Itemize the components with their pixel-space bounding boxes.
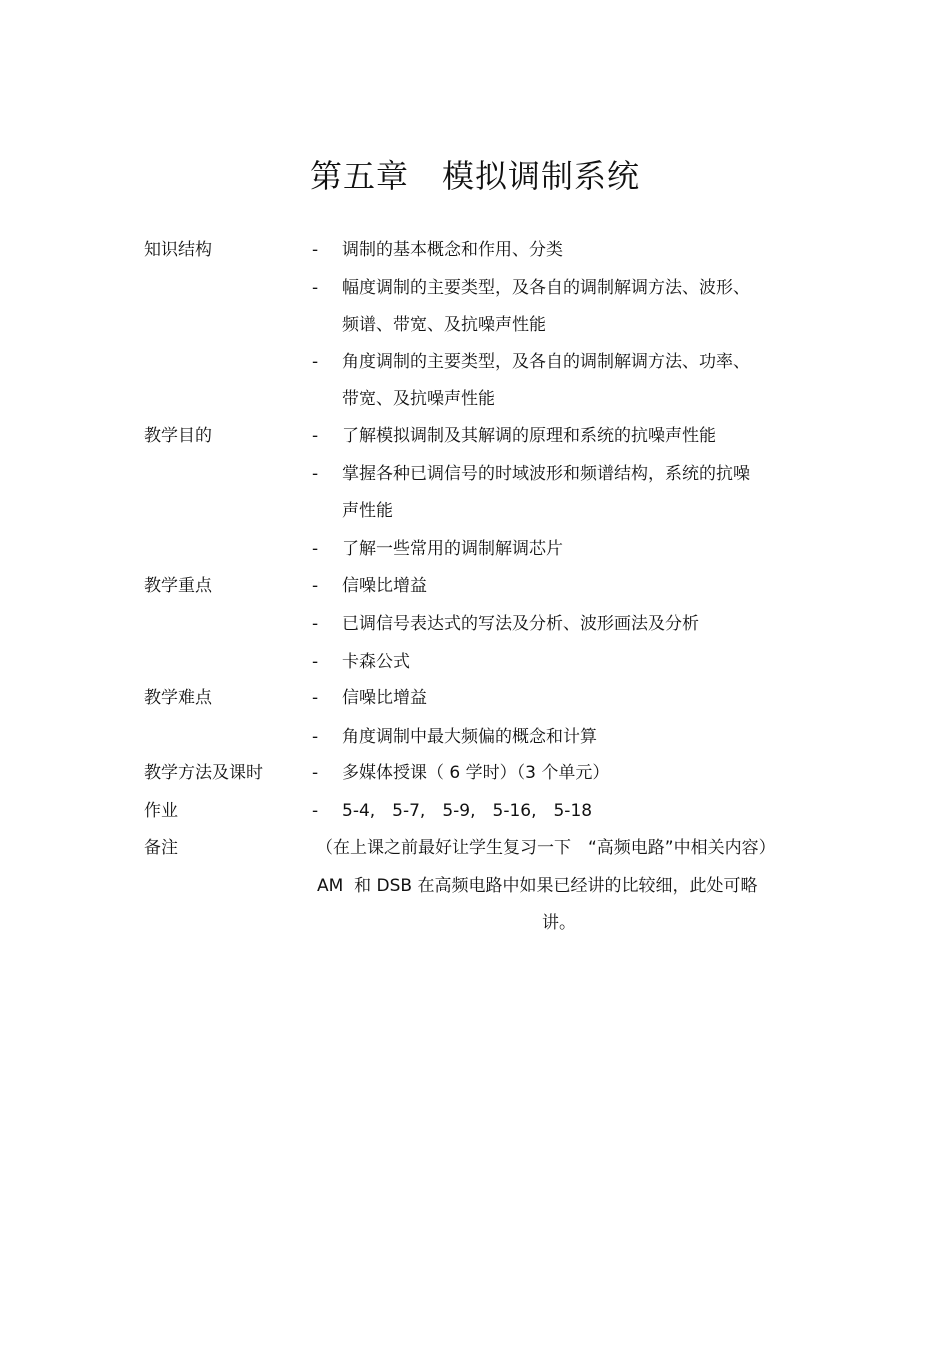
chapter-title: 第五章 模拟调制系统 (309, 157, 640, 195)
section-label-knowledge: 知识结构 (144, 240, 212, 260)
list-item-continuation: 声性能 (342, 501, 393, 521)
list-item: 5-4, 5-7, 5-9, 5-16, 5-18 (342, 801, 593, 821)
bullet-dash: - (312, 539, 319, 559)
bullet-dash: - (312, 278, 319, 298)
section-label-objectives: 教学目的 (144, 426, 212, 446)
section-label-key-points: 教学重点 (144, 576, 212, 596)
list-item: 多媒体授课（ 6 学时）（3 个单元） (342, 763, 610, 783)
list-item: 信噪比增益 (342, 688, 427, 708)
list-item: 角度调制的主要类型，及各自的调制解调方法、功率、 (342, 352, 750, 372)
remark-line: AM 和 DSB 在高频电路中如果已经讲的比较细，此处可略 (317, 876, 758, 896)
section-label-homework: 作业 (144, 801, 178, 821)
bullet-dash: - (312, 688, 319, 708)
bullet-dash: - (312, 727, 319, 747)
remark-line: 讲。 (542, 913, 576, 933)
bullet-dash: - (312, 240, 319, 260)
bullet-dash: - (312, 652, 319, 672)
bullet-dash: - (312, 426, 319, 446)
section-label-remarks: 备注 (144, 838, 178, 858)
bullet-dash: - (312, 801, 319, 821)
bullet-dash: - (312, 614, 319, 634)
section-label-difficulties: 教学难点 (144, 688, 212, 708)
list-item: 了解一些常用的调制解调芯片 (342, 539, 563, 559)
list-item: 调制的基本概念和作用、分类 (342, 240, 563, 260)
bullet-dash: - (312, 763, 319, 783)
list-item: 了解模拟调制及其解调的原理和系统的抗噪声性能 (342, 426, 716, 446)
section-label-method: 教学方法及课时 (144, 763, 263, 783)
bullet-dash: - (312, 576, 319, 596)
list-item: 幅度调制的主要类型，及各自的调制解调方法、波形、 (342, 278, 750, 298)
list-item: 掌握各种已调信号的时域波形和频谱结构，系统的抗噪 (342, 464, 750, 484)
bullet-dash: - (312, 464, 319, 484)
list-item: 卡森公式 (342, 652, 410, 672)
list-item: 角度调制中最大频偏的概念和计算 (342, 727, 597, 747)
bullet-dash: - (312, 352, 319, 372)
list-item: 信噪比增益 (342, 576, 427, 596)
list-item-continuation: 带宽、及抗噪声性能 (342, 389, 495, 409)
list-item: 已调信号表达式的写法及分析、波形画法及分析 (342, 614, 699, 634)
list-item-continuation: 频谱、带宽、及抗噪声性能 (342, 315, 546, 335)
remark-line: （在上课之前最好让学生复习一下 “高频电路”中相关内容） (316, 838, 776, 858)
